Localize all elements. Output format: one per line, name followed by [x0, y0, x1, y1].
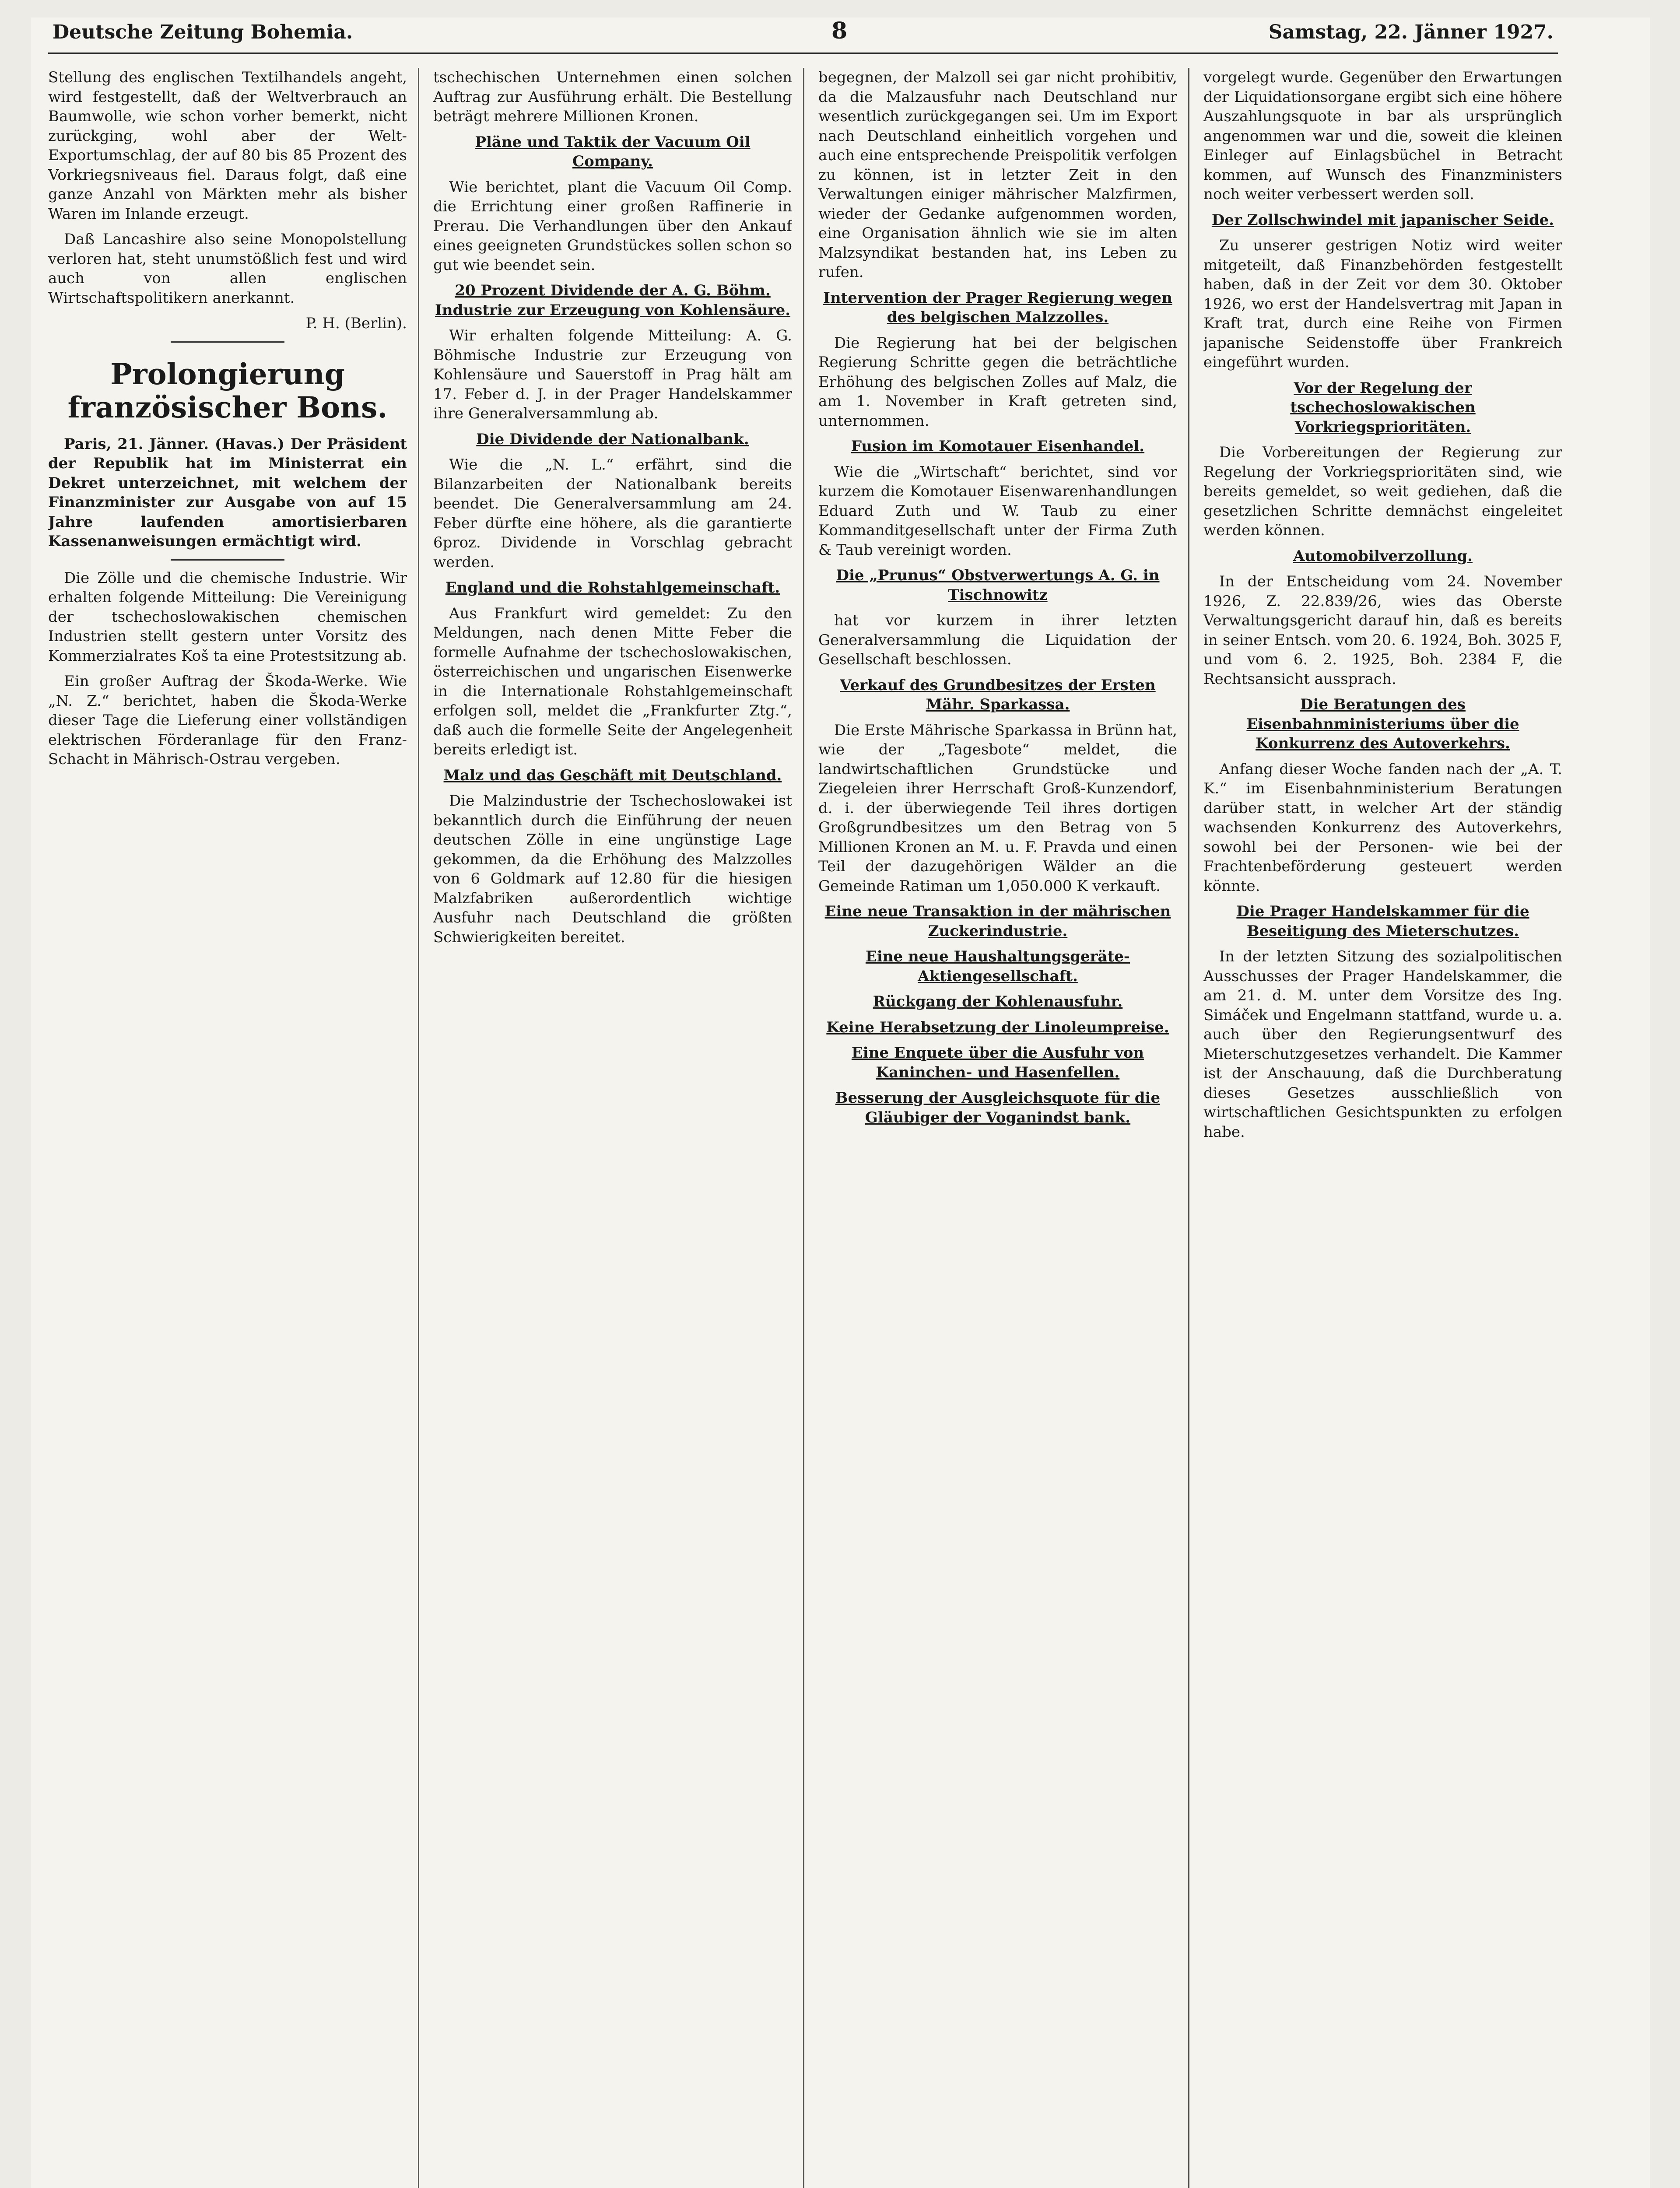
- article-paragraph: Anfang dieser Woche fanden nach der „A. T. K.“ im Eisenbahnministerium Beratungen darüber statt, in welcher Art der ständig wachsenden Konkurrenz des Autoverkehrs, sowohl bei der Personen- wie bei der Frachtenbeförderung gesteuert werden könnte.: [1203, 760, 1562, 895]
- issue-date: Samstag, 22. Jänner 1927.: [1268, 21, 1554, 43]
- article-headline: Prolongierung französischer Bons.: [67, 357, 388, 424]
- section-heading: Pläne und Taktik der Vacuum Oil Company.: [475, 133, 751, 170]
- section-heading: Rückgang der Kohlenausfuhr.: [873, 993, 1123, 1010]
- article-paragraph: Aus Frankfurt wird gemeldet: Zu den Meldungen, nach denen Mitte Feber die formelle Aufnahme der tschechoslowakischen, österreichischen und ungarischen Eisenwerke in die Internationale Rohstahlgemeinschaft erfolgen soll, meldet die „Frankfurter Ztg.“, daß auch die formelle Seite der Angelegenheit bereits erledigt ist.: [433, 604, 792, 758]
- section-heading: Eine neue Transaktion in der mährischen Zuckerindustrie.: [824, 903, 1171, 940]
- section-heading: Die Beratungen des Eisenbahnministeriums über die Konkurrenz des Autoverkehrs.: [1246, 696, 1519, 752]
- article-paragraph: Die Zölle und die chemische Industrie. Wir erhalten folgende Mitteilung: Die Vereinigung der tschechoslowakischen chemischen Industrien stellt gestern unter Vorsitz des Kommerzialrates Koš ta eine Protestsitzung ab.: [48, 569, 407, 665]
- article-paragraph: begegnen, der Malzoll sei gar nicht prohibitiv, da die Malzausfuhr nach Deutschland nur wesentlich zurückgegangen sei. Um im Export nach Deutschland einheitlich vorgehen und auch eine entsprechende Preispolitik verfolgen zu können, ist in letzter Zeit in den Verwaltungen einiger mährischer Malzfirmen, wieder der Gedanke aufgenommen worden, eine Organisation ähnlich wie sie im alten Malzsyndikat bestanden hat, ins Leben zu rufen.: [818, 69, 1177, 281]
- article-paragraph: Ein großer Auftrag der Škoda-Werke. Wie „N. Z.“ berichtet, haben die Škoda-Werke dieser Tage die Lieferung einer vollständigen elektrischen Förderanlage für den Franz-Schacht in Mährisch-Ostrau vergeben.: [48, 673, 407, 768]
- section-heading: Die „Prunus“ Obstverwertungs A. G. in Tischnowitz: [836, 567, 1160, 604]
- section-heading: Der Zollschwindel mit japanischer Seide.: [1211, 211, 1554, 229]
- section-heading: Verkauf des Grundbesitzes der Ersten Mähr. Sparkassa.: [840, 676, 1156, 713]
- section-heading: Malz und das Geschäft mit Deutschland.: [443, 766, 782, 784]
- article-paragraph: Wie die „Wirtschaft“ berichtet, sind vor kurzem die Komotauer Eisenwarenhandlungen Eduard Zuth und W. Taub zu einer Kommanditgesellschaft unter der Firma Zuth & Taub vereinigt worden.: [818, 463, 1177, 559]
- column-2: [433, 68, 792, 2188]
- masthead: Deutsche Zeitung Bohemia.: [53, 21, 353, 43]
- section-heading: Eine neue Haushaltungsgeräte-Aktiengesellschaft.: [865, 948, 1130, 985]
- column-divider: [418, 68, 419, 2188]
- article-paragraph: Zu unserer gestrigen Notiz wird weiter mitgeteilt, daß Finanzbehörden festgestellt haben, daß in der Zeit vor dem 30. Oktober 1926, wo erst der Handelsvertrag mit Japan in Kraft trat, durch eine Reihe von Firmen japanische Seidenstoffe über Frankreich eingeführt wurden.: [1203, 237, 1562, 371]
- page-header: [48, 18, 1558, 54]
- article-paragraph: In der Entscheidung vom 24. November 1926, Z. 22.839/26, wies das Oberste Verwaltungsgericht darauf hin, daß es bereits in seiner Entsch. vom 20. 6. 1924, Boh. 3025 F, und vom 6. 2. 1925, Boh. 2384 F, die Rechtsansicht aussprach.: [1203, 573, 1562, 688]
- separator-rule: [171, 341, 284, 343]
- page-number: 8: [831, 18, 848, 44]
- article-lead: Paris, 21. Jänner. (Havas.) Der Präsident der Republik hat im Ministerrat ein Dekret unterzeichnet, mit welchem der Finanzminister zur Ausgabe von auf 15 Jahre laufenden amortisierbaren Kassenanweisungen ermächtigt wird.: [48, 435, 407, 550]
- column-1: [48, 68, 407, 2188]
- article-paragraph: Die Regierung hat bei der belgischen Regierung Schritte gegen die beträchtliche Erhöhung des belgischen Zolles auf Malz, die am 1. November in Kraft getreten sind, unternommen.: [818, 334, 1177, 430]
- section-heading: Intervention der Prager Regierung wegen des belgischen Malzzolles.: [823, 289, 1172, 326]
- section-heading: Die Dividende der Nationalbank.: [476, 430, 749, 448]
- section-heading: Eine Enquete über die Ausfuhr von Kaninchen- und Hasenfellen.: [851, 1044, 1144, 1081]
- section-heading: Automobilverzollung.: [1293, 547, 1473, 565]
- article-paragraph: Wir erhalten folgende Mitteilung: A. G. Böhmische Industrie zur Erzeugung von Kohlensäure und Sauerstoff in Prag hält am 17. Feber d. J. in der Prager Handelskammer ihre Generalversammlung ab.: [433, 327, 792, 422]
- article-paragraph: Stellung des englischen Textilhandels angeht, wird festgestellt, daß der Weltverbrauch an Baumwolle, wie schon vorher bemerkt, nicht zurückging, wohl aber der Welt-Exportumschlag, der auf 80 bis 85 Prozent des Vorkriegsniveaus fiel. Daraus folgt, daß eine ganze Anzahl von Märkten mehr als bisher Waren im Inlande erzeugt.: [48, 69, 407, 223]
- article-paragraph: Daß Lancashire also seine Monopolstellung verloren hat, steht unumstößlich fest und wird auch von allen englischen Wirtschaftspolitikern anerkannt.: [48, 231, 407, 307]
- article-paragraph: In der letzten Sitzung des sozialpolitischen Ausschusses der Prager Handelskammer, die am 21. d. M. unter dem Vorsitze des Ing. Simáček und Engelmann stattfand, wurde u. a. auch über den Regierungsentwurf des Mieterschutzgesetzes verhandelt. Die Kammer ist der Anschauung, daß die Durchberatung dieses Gesetzes ausschließlich von wirtschaftlichen Gesichtspunkten zu erfolgen habe.: [1203, 948, 1562, 1141]
- article-paragraph: Wie die „N. L.“ erfährt, sind die Bilanzarbeiten der Nationalbank bereits beendet. Die Generalversammlung am 24. Feber dürfte eine höhere, als die garantierte 6proz. Dividende in Vorschlag gebracht werden.: [433, 456, 792, 571]
- section-heading: Fusion im Komotauer Eisenhandel.: [851, 438, 1145, 455]
- article-paragraph: hat vor kurzem in ihrer letzten Generalversammlung die Liquidation der Gesellschaft beschlossen.: [818, 612, 1177, 668]
- column-4: [1203, 68, 1562, 2188]
- article-paragraph: Die Malzindustrie der Tschechoslowakei ist bekanntlich durch die Einführung der neuen deutschen Zölle in eine ungünstige Lage gekommen, da die Erhöhung des Malzzolles von 6 Goldmark auf 12.80 für die hiesigen Malzfabriken außerordentlich wichtige Ausfuhr nach Deutschland die größten Schwierigkeiten bereitet.: [433, 792, 792, 946]
- section-heading: 20 Prozent Dividende der A. G. Böhm. Industrie zur Erzeugung von Kohlensäure.: [435, 282, 791, 319]
- article-paragraph: tschechischen Unternehmen einen solchen Auftrag zur Ausführung erhält. Die Bestellung beträgt mehrere Millionen Kronen.: [433, 69, 792, 125]
- article-paragraph: vorgelegt wurde. Gegenüber den Erwartungen der Liquidationsorgane ergibt sich eine höhere Auszahlungsquote in bar als ursprünglich angenommen war und die, soweit die kleinen Einleger auf Einlagsbüchel in Betracht kommen, auf Wunsch des Finanzministers noch weiter verbessert werden soll.: [1203, 69, 1562, 203]
- section-heading: Vor der Regelung der tschechoslowakischen Vorkriegsprioritäten.: [1290, 379, 1476, 436]
- section-heading: Besserung der Ausgleichsquote für die Gläubiger der Voganindst bank.: [835, 1089, 1161, 1126]
- article-paragraph: Wie berichtet, plant die Vacuum Oil Comp. die Errichtung einer großen Raffinerie in Prerau. Die Verhandlungen über den Ankauf eines geeigneten Grundstückes sollen schon so gut wie beendet sein.: [433, 178, 792, 274]
- byline: P. H. (Berlin).: [305, 315, 407, 332]
- section-heading: Die Prager Handelskammer für die Beseitigung des Mieterschutzes.: [1236, 903, 1529, 940]
- section-heading: England und die Rohstahlgemeinschaft.: [445, 579, 780, 596]
- column-divider: [803, 68, 804, 2188]
- article-paragraph: Die Vorbereitungen der Regierung zur Regelung der Vorkriegsprioritäten sind, wie bereits gemeldet, so weit gediehen, daß die gesetzlichen Schritte demnächst eingeleitet werden können.: [1203, 444, 1562, 539]
- article-paragraph: Die Erste Mährische Sparkassa in Brünn hat, wie der „Tagesbote“ meldet, die landwirtschaftlichen Grundstücke und Ziegeleien ihrer Herrschaft Groß-Kunzendorf, d. i. der überwiegende Teil ihres dortigen Großgrundbesitzes um den Betrag von 5 Millionen Kronen an M. u. F. Pravda und einen Teil der dazugehörigen Wälder an die Gemeinde Ratiman um 1,050.000 K verkauft.: [818, 721, 1177, 895]
- section-heading: Keine Herabsetzung der Linoleumpreise.: [826, 1018, 1169, 1036]
- column-divider: [1188, 68, 1189, 2188]
- column-3: [818, 68, 1177, 2188]
- separator-rule: [171, 559, 284, 561]
